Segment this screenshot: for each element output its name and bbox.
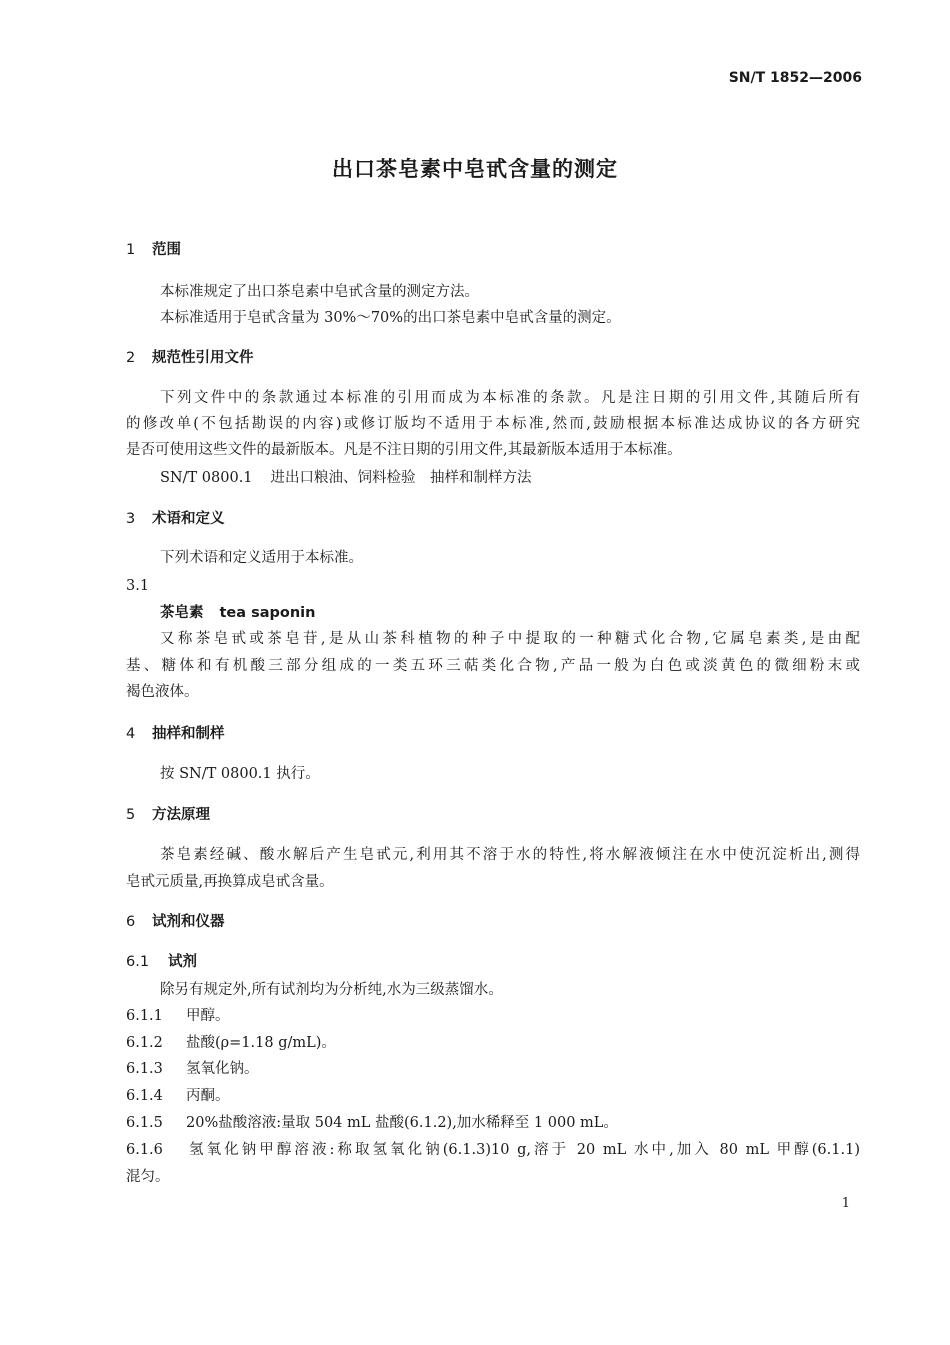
s5-line-1: 茶皂素经碱、酸水解后产生皂甙元,利用其不溶于水的特性,将水解液倾注在水中使沉淀析出,测得 xyxy=(160,847,860,863)
reagent-item-continuation: 混匀。 xyxy=(126,1169,170,1185)
section-4-heading: 4 抽样和制样 xyxy=(126,726,225,742)
reagent-item: 6.1.4 丙酮。 xyxy=(126,1088,230,1104)
reagent-item: 6.1.5 20%盐酸溶液:量取 504 mL 盐酸(6.1.2),加水稀释至 1 000 mL。 xyxy=(126,1115,618,1131)
s3-sub-number: 3.1 xyxy=(126,578,150,594)
page-number: 1 xyxy=(841,1196,850,1211)
s3-definition-line-1: 又称茶皂甙或茶皂苷,是从山茶科植物的种子中提取的一种糖式化合物,它属皂素类,是由配 xyxy=(160,631,860,647)
section-6-heading: 6 试剂和仪器 xyxy=(126,914,225,930)
reagent-item: 6.1.1 甲醇。 xyxy=(126,1008,230,1024)
s1-paragraph-1: 本标准规定了出口茶皂素中皂甙含量的测定方法。 xyxy=(160,284,479,300)
s3-paragraph-1: 下列术语和定义适用于本标准。 xyxy=(160,550,363,566)
section-6-1-heading: 6.1 试剂 xyxy=(126,954,197,970)
page-title: 出口茶皂素中皂甙含量的测定 xyxy=(332,157,618,181)
standard-code: SN/T 1852—2006 xyxy=(728,70,862,86)
reagent-item: 6.1.6 氢氧化钠甲醇溶液:称取氢氧化钠(6.1.3)10 g,溶于 20 mL 水中,加入 80 mL 甲醇(6.1.1) xyxy=(126,1142,860,1158)
section-1-heading: 1 范围 xyxy=(126,242,181,258)
s3-definition-line-3: 褐色液体。 xyxy=(126,684,199,700)
s2-line-2: 的修改单(不包括勘误的内容)或修订版均不适用于本标准,然而,鼓励根据本标准达成协议的各方研究 xyxy=(126,416,860,432)
s4-paragraph-1: 按 SN/T 0800.1 执行。 xyxy=(160,766,320,782)
term-heading: 茶皂素 tea saponin xyxy=(160,605,316,621)
s2-line-1: 下列文件中的条款通过本标准的引用而成为本标准的条款。凡是注日期的引用文件,其随后所有 xyxy=(160,390,860,406)
s6-paragraph-1: 除另有规定外,所有试剂均为分析纯,水为三级蒸馏水。 xyxy=(160,982,503,998)
section-3-heading: 3 术语和定义 xyxy=(126,511,225,527)
s3-definition-line-2: 基、糖体和有机酸三部分组成的一类五环三萜类化合物,产品一般为白色或淡黄色的微细粉末或 xyxy=(126,658,860,674)
reagent-item: 6.1.3 氢氧化钠。 xyxy=(126,1061,259,1077)
section-2-heading: 2 规范性引用文件 xyxy=(126,350,254,366)
s2-line-3: 是否可使用这些文件的最新版本。凡是不注日期的引用文件,其最新版本适用于本标准。 xyxy=(126,442,682,458)
s1-paragraph-2: 本标准适用于皂甙含量为 30%～70%的出口茶皂素中皂甙含量的测定。 xyxy=(160,310,621,326)
section-5-heading: 5 方法原理 xyxy=(126,807,210,823)
reagent-item: 6.1.2 盐酸(ρ=1.18 g/mL)。 xyxy=(126,1035,336,1051)
s5-line-2: 皂甙元质量,再换算成皂甙含量。 xyxy=(126,874,334,890)
s2-reference: SN/T 0800.1 进出口粮油、饲料检验 抽样和制样方法 xyxy=(160,470,532,486)
